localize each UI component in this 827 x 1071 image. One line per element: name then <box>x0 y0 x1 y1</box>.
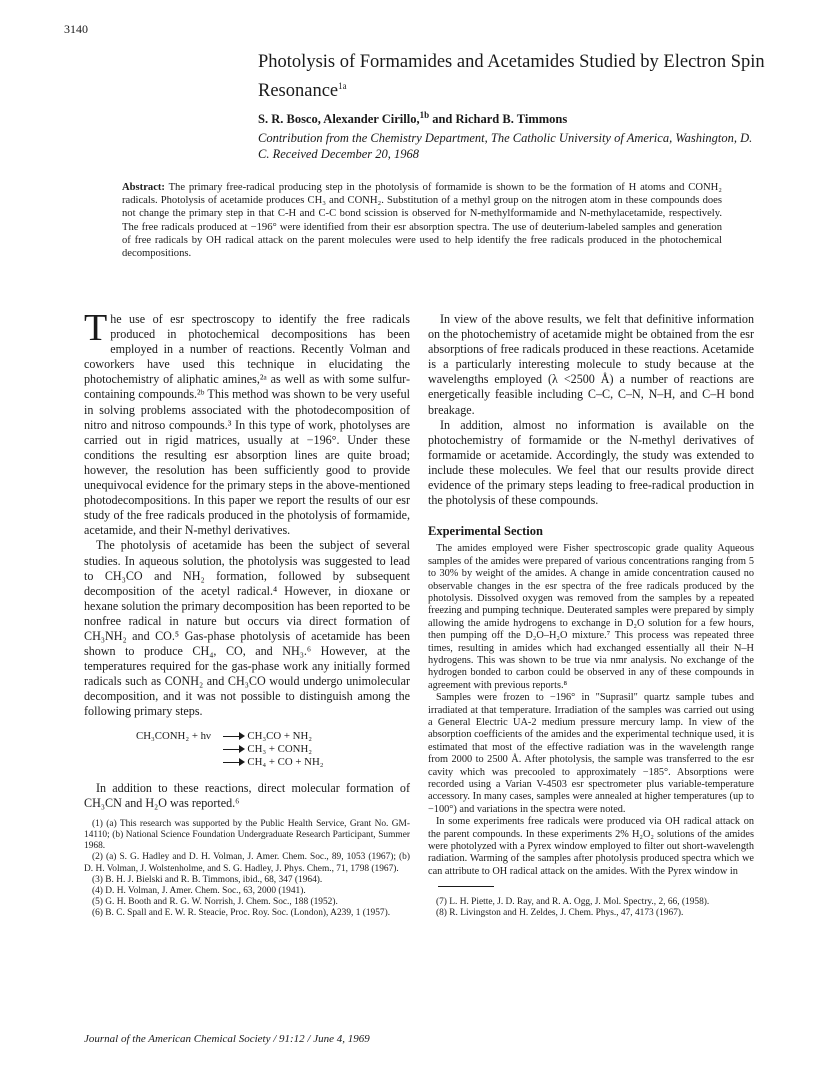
footnote: (5) G. H. Booth and R. G. W. Norrish, J. Chem. Soc., 188 (1952). <box>92 897 338 908</box>
footnote: (7) L. H. Piette, J. D. Ray, and R. A. Ogg, J. Mol. Spectry., 2, 66, (1958). <box>436 897 710 908</box>
footnote: (8) R. Livingston and H. Zeldes, J. Chem. Phys., 47, 4173 (1967). <box>436 908 684 919</box>
author-list <box>258 110 567 127</box>
experimental-paragraph-1: The amides employed were Fisher spectroscopic grade quality Aqueous samples of the amides were prepared of various concentrations ranging from 5 to 30% by weight of the amides. A change in amide concentration caused no observable changes in the esr spectra of the free radicals produced by the photolysis. Dissolved oxygen was removed from the samples by a repeated freezing and pumping technique. Deuterated samples were prepared by simply allowing the amide hydrogens to exchange in D₂O solution for a few hours, then pumping off the D₂O–H₂O mixture.⁷ This process was repeated three times, resulting in amides which had exchanged essentially all their N–H hydrogens. This was shown to be true via nmr analysis. No exchange of the hydrogen bonded to carbon could be observed in any of these compounds in agreement with previous reports.⁸ <box>428 543 754 691</box>
title-text: Photolysis of Formamides and Acetamides Studied by Electron Spin Resonance <box>258 52 765 102</box>
footnote: (3) B. H. J. Bielski and R. B. Timmons, ibid., 68, 347 (1964). <box>92 874 323 885</box>
journal-footer: Journal of the American Chemical Society / 91:12 / June 4, 1969 <box>84 1033 370 1045</box>
abstract <box>122 181 722 260</box>
affiliation: Contribution from the Chemistry Department, The Catholic University of America, Washington, D. C. Received December 20, 1968 <box>258 131 753 161</box>
reaction-arrow-icon <box>223 732 245 740</box>
reaction-row <box>136 756 410 769</box>
reaction-row <box>136 743 410 756</box>
abstract-label: Abstract: <box>122 182 165 193</box>
reaction-products-1: CH₃CO + NH₂ <box>247 729 313 742</box>
intro-paragraph-3: In addition to these reactions, direct molecular formation of CH₃CN and H₂O was reported.⁶ <box>84 780 410 810</box>
experimental-paragraph-2: Samples were frozen to −196° in "Suprasil" quartz sample tubes and irradiated at that temperature. Irradiation of the samples was carried out using a General Electric UA-2 medium pressure mercury lamp. In view of the absorption coefficients of the amides and the experimental technique used, it is estimated that most of the effective radiation was in the wavelength range from 2000 to 2500 Å. After photolysis, the sample was transferred to the esr cavity which was precooled to approximately −185°. Absorptions were recorded using a Varian V-4503 esr spectrometer plus variable-temperature accessory. In many cases, samples were annealed at higher temperatures (up to −100°) and variations in the spectra were noted. <box>428 692 754 815</box>
section-heading-experimental: Experimental Section <box>428 524 543 539</box>
intro-paragraph-4: In view of the above results, we felt that definitive information on the photochemistry of acetamide might be obtained from the esr absorptions of free radicals produced in these reactions. Acetamide is a particularly interesting molecule to study because at the wavelengths employed (λ <2500 Å) a number of reactions are energetically feasible including C–C, C–N, N–H, and C–H bond breakage. <box>428 312 754 417</box>
footnote: (1) (a) This research was supported by the Public Health Service, Grant No. GM-14110; (b) National Science Foundation Undergraduate Research Participant, Summer 1968. <box>84 818 410 852</box>
reaction-scheme <box>136 730 410 769</box>
intro-paragraph-1 <box>84 307 410 538</box>
intro-paragraph-1-text: he use of esr spectroscopy to identify the free radicals produced in photochemical decompositions has been employed in a number of reactions. Recently Volman and coworkers have used this technique in elucidating the photochemistry of aliphatic amines,²ᵃ as well as with some sulfur-containing compounds.²ᵇ This method was shown to be very useful in solving problems associated with the photodecomposition of nitro and nitroso compounds.³ In this type of work, photolyses are carried out in rigid matrices, usually at −196°. Under these conditions the resulting esr absorption lines are quite broad; however, the resolution has been sufficiently good to provide unequivocal evidence for the primary steps in the above-mentioned photodecompositions. In this paper we report the results of our esr study of the free radicals produced in the photolysis of formamide, acetamide, and their N-methyl derivatives. <box>84 312 410 538</box>
page-number: 3140 <box>64 22 88 36</box>
footnote: (4) D. H. Volman, J. Amer. Chem. Soc., 63, 2000 (1941). <box>92 885 306 896</box>
left-column <box>84 307 410 920</box>
footnote-divider <box>438 886 494 887</box>
article-title <box>258 50 778 103</box>
footnote: (2) (a) S. G. Hadley and D. H. Volman, J. Amer. Chem. Soc., 89, 1053 (1967); (b) D. H. Volman, J. Wolstenholme, and S. G. Hadley, J. Phys. Chem., 71, 1798 (1967). <box>84 852 410 874</box>
reaction-reactants: CH₃CONH₂ + hν <box>136 729 211 742</box>
reaction-arrow-icon <box>223 758 245 766</box>
reaction-products-2: CH₃ + CONH₂ <box>247 742 313 755</box>
intro-paragraph-5: In addition, almost no information is available on the photochemistry of formamide or the N-methyl derivatives of formamide or acetamide. Accordingly, the study was extended to include these molecules. We feel that our results provide direct evidence of the primary steps leading to free-radical production in the photolysis of these compounds. <box>428 417 754 508</box>
footnote: (6) B. C. Spall and E. W. R. Steacie, Proc. Roy. Soc. (London), A239, 1 (1957). <box>92 908 391 919</box>
footnotes-left <box>84 819 410 920</box>
right-column <box>428 312 754 920</box>
author-names-1: S. R. Bosco, Alexander Cirillo, <box>258 112 420 127</box>
reaction-arrow-icon <box>223 745 245 753</box>
title-footnote-mark: 1a <box>338 81 347 91</box>
reaction-products-3: CH₄ + CO + NH₂ <box>247 755 324 768</box>
abstract-text: The primary free-radical producing step in the photolysis of formamide is shown to be the formation of H atoms and CONH₂ radicals. Photolysis of acetamide produces CH₃ and CONH₂. Substitution of a methyl group on the nitrogen atom in these compounds does not change the primary step in that C-H and C-C bond scission is observed for N-methylformamide and N-methylacetamide, respectively. The free radicals produced at −196° were identified from their esr absorption spectra. The use of deuterium-labeled samples and generation of free radicals by OH radical attack on the parent molecules were used to help identify the free radicals produced in the photochemical decompositions. <box>122 182 722 260</box>
author-names-2: and Richard B. Timmons <box>429 112 568 127</box>
intro-paragraph-2: The photolysis of acetamide has been the subject of several studies. In aqueous solution, the photolysis was suggested to lead to CH₃CO and NH₂ formation, followed by subsequent decomposition of the acetyl radical.⁴ However, in dioxane or hexane solution the primary decomposition has been reported to be nonfree radical in nature but occurs via direct formation of CH₃NH₂ and CO.⁵ Gas-phase photolysis of acetamide has been shown to produce CH₄, CO, and NH₃.⁶ However, at the temperatures required for the gas-phase work any initially formed radicals such as CONH₂ and CH₃CO would undergo unimolecular decomposition, and it was not possible to distinguish among the following primary steps. <box>84 538 410 719</box>
author-footnote-mark: 1b <box>419 110 430 120</box>
drop-cap: T <box>84 307 108 349</box>
reaction-row <box>136 730 410 743</box>
experimental-paragraph-3: In some experiments free radicals were produced via OH radical attack on the parent compounds. In these experiments 2% H₂O₂ solutions of the amides were photolyzed with a Pyrex window employed to filter out short-wavelength radiation. Warming of the samples after photolysis produced spectra which we can attribute to OH radical attack on the amides. With the Pyrex window in <box>428 816 754 877</box>
footnotes-right <box>428 897 754 919</box>
